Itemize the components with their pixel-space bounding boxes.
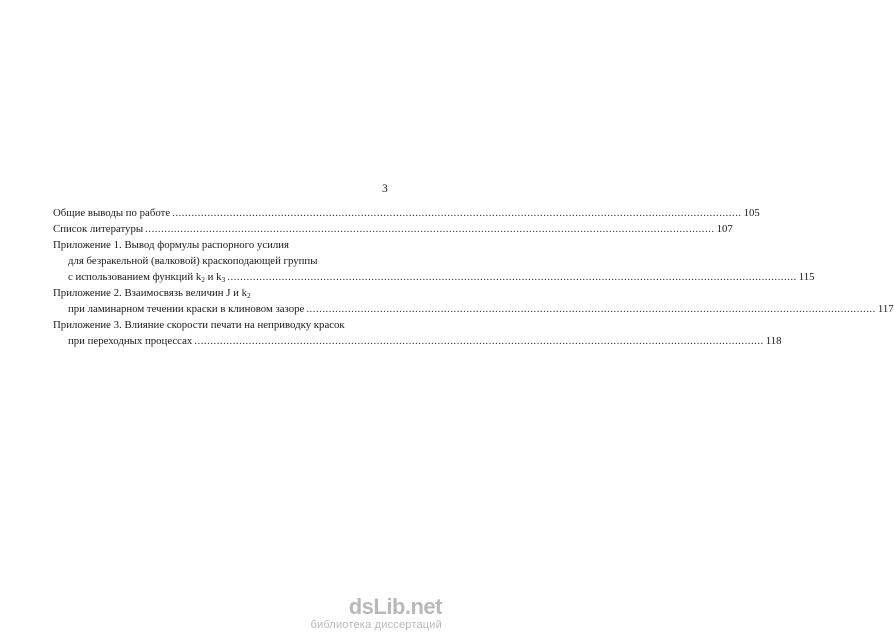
subscript: 2 (201, 275, 205, 284)
toc-entry-title: при переходных процессах (68, 335, 193, 347)
toc-entry-title: Приложение 3. Влияние скорости печати на неприводку красок (53, 319, 345, 331)
toc-entry-references[interactable] (53, 222, 733, 236)
leader-dots: .................................................................................................................................................................................. (194, 335, 764, 347)
toc-entry-title: Общие выводы по работе (53, 207, 171, 219)
page-number: 3 (382, 183, 388, 195)
toc-entry-appendix-1[interactable] (53, 238, 289, 252)
leader-dots: .................................................................................................................................................................................. (172, 207, 742, 219)
leader-dots: .................................................................................................................................................................................. (227, 271, 797, 283)
toc-entry-appendix-2[interactable] (53, 286, 251, 300)
watermark-logo: dsLib.net (348, 594, 442, 619)
toc-text-part: и k (204, 271, 222, 283)
toc-text-part: Приложение 2. Взаимосвязь величин J и k (53, 287, 248, 299)
toc-entry-page: 115 (798, 271, 815, 283)
leader-dots: .................................................................................................................................................................................. (306, 303, 876, 315)
toc-entry-appendix-2-line-2[interactable] (68, 302, 894, 316)
toc-entry-page: 117 (877, 303, 894, 315)
toc-text-part: с использованием функций k (68, 271, 202, 283)
toc-entry-appendix-3-line-2[interactable] (68, 334, 782, 348)
toc-entry-title: при ламинарном течении краски в клиновом зазоре (68, 303, 305, 315)
toc-entry-page: 118 (765, 335, 782, 347)
toc-entry-appendix-1-line-3[interactable] (68, 270, 815, 284)
toc-entry-page: 107 (716, 223, 733, 235)
watermark-tagline: библиотека диссертаций (310, 619, 442, 631)
toc-entry-general-conclusions[interactable] (53, 206, 760, 220)
toc-entry-appendix-3[interactable] (53, 318, 345, 332)
toc-entry-title: для безракельной (валковой) краскоподающей группы (68, 255, 318, 267)
toc-entry-page: 105 (743, 207, 760, 219)
subscript: 3 (221, 275, 226, 284)
toc-entry-title: Приложение 1. Вывод формулы распорного усилия (53, 239, 290, 251)
watermark (310, 596, 442, 632)
toc-entry-title: Список литературы (53, 223, 144, 235)
toc-entry-appendix-1-line-2[interactable] (68, 254, 317, 268)
toc-entry-title (68, 270, 225, 284)
toc-entry-title (53, 286, 251, 300)
subscript: 2 (247, 291, 251, 300)
leader-dots: .................................................................................................................................................................................. (145, 223, 715, 235)
